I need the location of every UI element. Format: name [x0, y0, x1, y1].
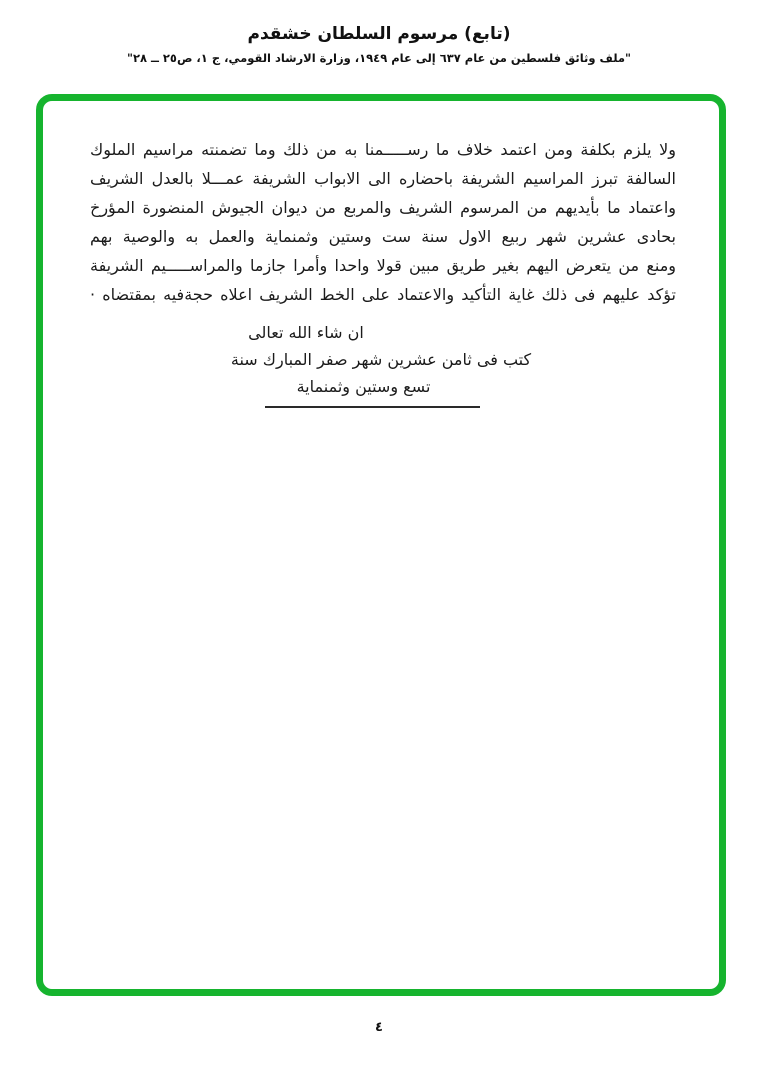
paragraph-line-2: السالفة تبرز المراسيم الشريفة باحضاره الى الابواب الشريفة عمـــلا بالعدل الشريف	[90, 169, 676, 188]
closing-block	[43, 319, 719, 400]
document-header	[0, 24, 758, 65]
closing-line-date: كتب فى ثامن عشرين شهر صفر المبارك سنة	[230, 350, 532, 369]
paragraph-line-5: ومنع من يتعرض اليهم بغير طريق مبين قولا واحدا وأمرا جازما والمراســـــيم الشريفة	[90, 256, 676, 275]
page-number: ٤	[375, 1020, 383, 1035]
closing-line-year: تسع وستين وثمنماية	[296, 377, 431, 396]
green-border-frame	[36, 94, 726, 996]
closing-line-invocation: ان شاء الله تعالى	[248, 323, 364, 342]
paragraph-line-3: واعتماد ما بأيديهم من المرسوم الشريف والمربع من ديوان الجيوش المنضورة المؤرخ	[90, 198, 676, 217]
paragraph-line-6: تؤكد عليهم فى ذلك غاية التأكيد والاعتماد على الخط الشريف اعلاه حجةفيه بمقتضاه ·	[90, 285, 676, 304]
source-citation: "ملف وثائق فلسطين من عام ٦٣٧ إلى عام ١٩٤٩، وزارة الارشاد القومي، ج ١، ص٢٥ ــ ٢٨"	[126, 51, 632, 65]
document-body	[43, 101, 719, 309]
signature-divider	[265, 406, 480, 408]
paragraph-line-1: ولا يلزم بكلفة ومن اعتمد خلاف ما رســـــمنا به من ذلك وما تضمنته مراسيم الملوك	[90, 140, 676, 159]
paragraph-line-4: بحادى عشرين شهر ربيع الاول سنة ست وستين وثمنماية والعمل به والوصية بهم	[90, 227, 676, 246]
page-title: (تابع) مرسوم السلطان خشقدم	[247, 24, 511, 44]
